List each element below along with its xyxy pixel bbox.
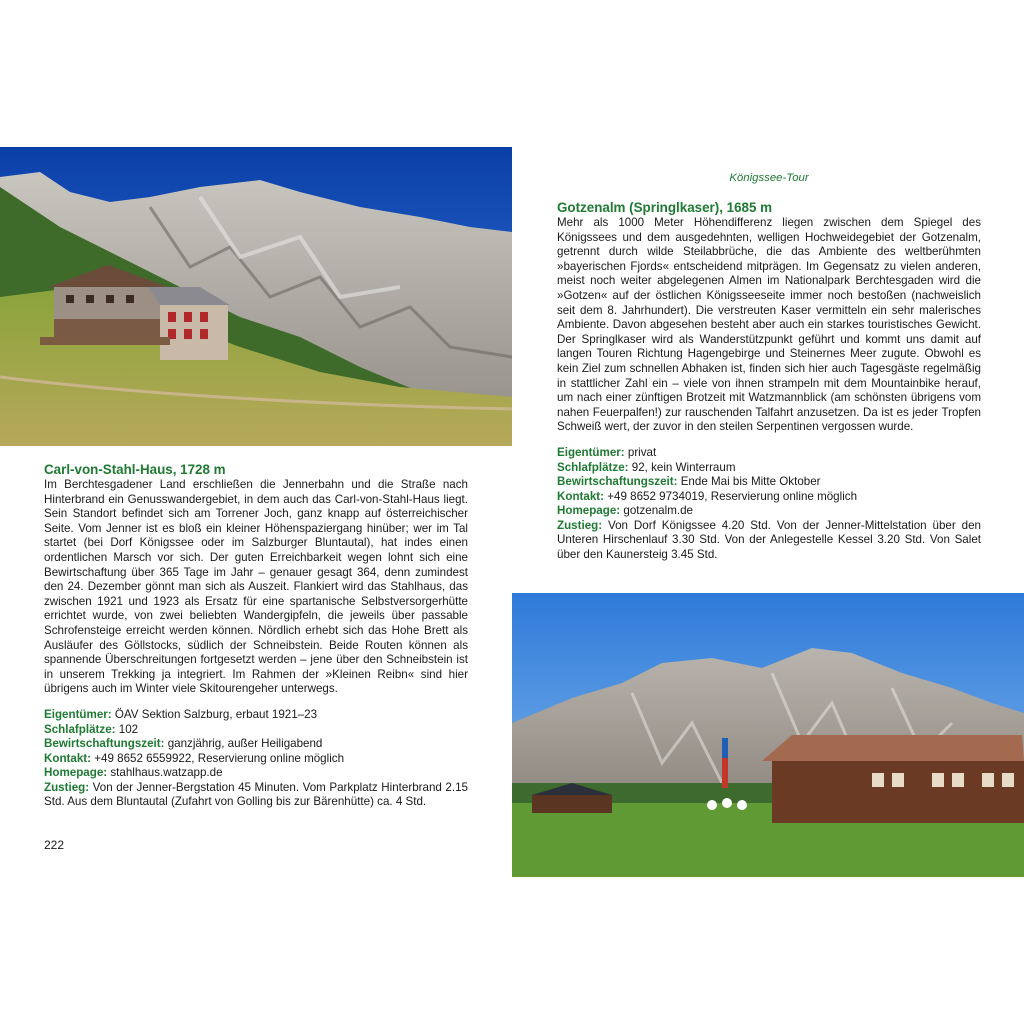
- homepage-label: Homepage:: [557, 504, 621, 518]
- homepage-label: Homepage:: [44, 766, 108, 780]
- access-value: Von Dorf Königssee 4.20 Std. Von der Jenner-Mittelstation über den Unteren Hirschenlauf 3.30 Std. Von der Anlegestelle Kessel 3.20 Std. Von Salet über den Kaunersteig 3.45 Std.: [557, 518, 981, 562]
- left-page-column: [44, 461, 468, 810]
- season-value: Ende Mai bis Mitte Oktober: [680, 475, 821, 489]
- season-row: [44, 737, 468, 752]
- hut-title: Gotzenalm (Springlkaser), 1685 m: [557, 200, 773, 215]
- owner-row: [557, 446, 981, 461]
- owner-value: privat: [627, 445, 657, 459]
- beds-row: [44, 723, 468, 738]
- hut-info-block: [557, 446, 981, 563]
- contact-value: +49 8652 9734019, Reservierung online möglich: [607, 489, 858, 503]
- homepage-row: [44, 766, 468, 781]
- owner-label: Eigentümer:: [557, 445, 625, 459]
- beds-value: 92, kein Winterraum: [631, 460, 736, 474]
- hut-title: Carl-von-Stahl-Haus, 1728 m: [44, 462, 226, 477]
- owner-row: [44, 708, 468, 723]
- hut-info-block: [44, 708, 468, 810]
- season-label: Bewirtschaftungszeit:: [557, 475, 678, 489]
- contact-value: +49 8652 6559922, Reservierung online möglich: [94, 751, 345, 765]
- homepage-link[interactable]: gotzenalm.de: [623, 504, 693, 518]
- contact-label: Kontakt:: [557, 489, 605, 503]
- access-label: Zustieg:: [44, 780, 90, 794]
- season-row: [557, 475, 981, 490]
- access-row: [44, 781, 468, 810]
- owner-value: ÖAV Sektion Salzburg, erbaut 1921–23: [114, 707, 318, 721]
- hut-description: Mehr als 1000 Meter Höhendifferenz liegen zwischen dem Spiegel des Königssees und dem ausgedehnten, welligen Hochweidegebiet der Gotzenalm, getrennt durch wilde Steilabbrüche, die das Ambiente des weltberühmten »bayerischen Fjords« entscheidend mitprägen. Im Gegensatz zu vielen anderen, meist noch weiter abgelegenen Almen im Nationalpark Berchtesgaden wird die »Gotzen« auf der östlichen Königsseeseite immer noch bestoßen (nachweislich seit dem 8. Jahrhundert). Die verstreuten Kaser vermitteln ein sehr malerisches Ambiente. Davon abgesehen besteht aber auch ein starkes touristisches Gewicht. Der Springlkaser wird als Wanderstützpunkt geführt und kommt uns damit auf langen Touren Richtung Hagengebirge und Steinernes Meer zugute. Obwohl es kein Ziel zum schnellen Abhaken ist, finden sich hier auch Tagesgäste regelmäßig in stattlicher Zahl ein – viele von ihnen strampeln mit dem Mountainbike herauf, um nach einer zünftigen Brotzeit mit Watzmannblick (am schönsten übrigens vom nahen Feuerpalfen!) zur rauschenden Talfahrt anzusetzen. Da ist es jeder Tropfen Schweiß wert, der zuvor in den steilen Serpentinen vergossen wurde.: [557, 216, 981, 434]
- contact-row: [557, 490, 981, 505]
- access-row: [557, 519, 981, 563]
- contact-row: [44, 752, 468, 767]
- season-label: Bewirtschaftungszeit:: [44, 737, 165, 751]
- right-page-column: [557, 170, 981, 563]
- beds-label: Schlafplätze:: [557, 460, 629, 474]
- season-value: ganzjährig, außer Heiligabend: [167, 737, 323, 751]
- running-head: Königssee-Tour: [729, 172, 809, 184]
- beds-value: 102: [118, 722, 139, 736]
- beds-label: Schlafplätze:: [44, 722, 116, 736]
- homepage-row: [557, 504, 981, 519]
- contact-label: Kontakt:: [44, 751, 92, 765]
- beds-row: [557, 461, 981, 476]
- homepage-link[interactable]: stahlhaus.watzapp.de: [110, 766, 223, 780]
- page-number: 222: [44, 838, 65, 852]
- hut-description: Im Berchtesgadener Land erschließen die Jennerbahn und die Straße nach Hinterbrand ein Genusswandergebiet, in dem auch das Carl-von-Stahl-Haus liegt. Sein Standort befindet sich am Torrener Joch, ganz knapp auf österreichischer Seite. Vom Jenner ist es bloß ein kleiner Höhenspaziergang hinüber; wer im Tal startet (bei Dorf Königssee oder im Salzburger Bluntautal), hat indes einen ordentlichen Marsch vor sich. Der guten Erreichbarkeit wegen lohnt sich eine Bewirtschaftung über 365 Tage im Jahr – genauer gesagt 364, denn zumindest den 24. Dezember gönnt man sich als Auszeit. Flankiert wird das Stahlhaus, das zwischen 1921 und 1923 als Ersatz für eine spartanische Selbstversorgerhütte errichtet wurde, von zwei beliebten Wandergipfeln, die jeweils über passable Schrofensteige erreicht werden können. Nördlich erhebt sich das Hohe Brett als Ausläufer des Göllstocks, südlich der Schneibstein. Beide Routen können als spannende Überschreitungen fortgesetzt werden – jene über den Schneibstein ist in unserem Trekking ja integriert. Im Rahmen der »Kleinen Reibn« sind hier übrigens auch im Winter viele Skitourengeher unterwegs.: [44, 478, 468, 696]
- photo-gotzenalm: [512, 593, 1024, 877]
- access-value: Von der Jenner-Bergstation 45 Minuten. Vom Parkplatz Hinterbrand 2.15 Std. Aus dem Bluntautal (Zufahrt von Golling bis zur Bärenhütte) ca. 4 Std.: [44, 780, 468, 809]
- access-label: Zustieg:: [557, 518, 603, 532]
- owner-label: Eigentümer:: [44, 707, 112, 721]
- photo-carl-von-stahl-haus: [0, 147, 512, 446]
